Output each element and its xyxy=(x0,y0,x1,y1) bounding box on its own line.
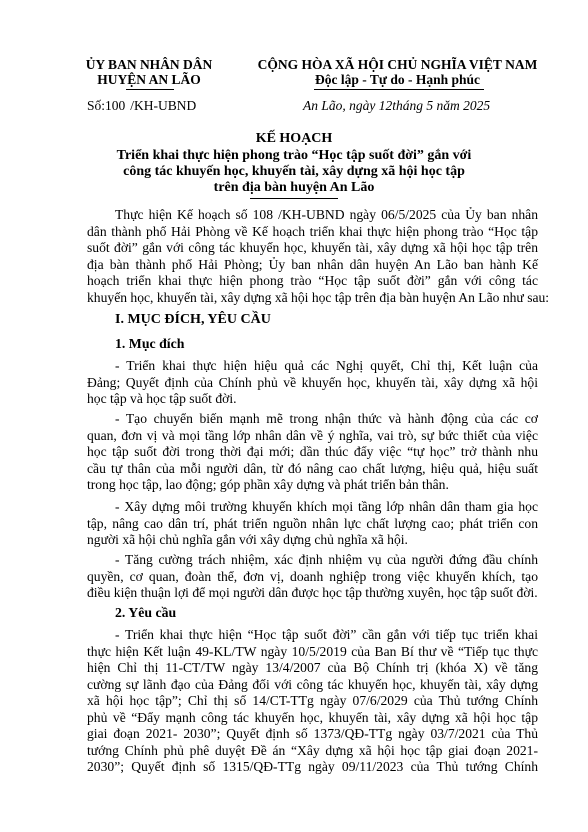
nation-motto: Độc lập - Tự do - Hạnh phúc xyxy=(314,72,481,87)
agency-district: HUYỆN AN LÃO xyxy=(97,72,201,87)
purpose-paragraph-2: - Tạo chuyển biến mạnh mẽ trong nhận thức và hành động của các cơ quan, đơn vị và mọi tầng lớp nhân dân về ý nghĩa, vai trò, sự bức thiết của việc học tập suốt đời trong thời đại mới; dần thúc đẩy việc “tự học” trở thành nhu cầu tự thân của mỗi người dân, từ đó nâng cao chất lượng, hiệu quả, hiệu suất trong học tập, lao động; góp phần xây dựng và phát triển bản thân. xyxy=(87,411,538,492)
intro-paragraph: Thực hiện Kế hoạch số 108 /KH-UBND ngày 06/5/2025 của Ủy ban nhân dân thành phố Hải Phòng về Kế hoạch triển khai thực hiện phong trào “Học tập suốt đời” gắn với công tác khuyến học, khuyến tài, xây dựng xã hội học tập trên địa bàn thành phố Hải Phòng; Ủy ban nhân dân huyện An Lão ban hành Kế hoạch triển khai thực hiện phong trào “Học tập suốt đời” gắn với công tác khuyến học, khuyến tài, xây dựng xã hội học tập trên địa bàn huyện An Lão như sau: xyxy=(87,207,550,305)
title-line-2: công tác khuyến học, khuyến tài, xây dựng xã hội học tập xyxy=(123,164,465,179)
purpose-paragraph-4: - Tăng cường trách nhiệm, xác định nhiệm vụ của người đứng đầu chính quyền, cơ quan, đoàn thể, đơn vị, doanh nghiệp trong việc khuyến khích, tạo điều kiện thuận lợi để mọi người dân được học tập thường xuyên, học tập suốt đời. xyxy=(87,552,538,600)
agency-name: ỦY BAN NHÂN DÂN xyxy=(85,57,213,72)
purpose-paragraph-3: - Xây dựng môi trường khuyến khích mọi tầng lớp nhân dân tham gia học tập, nâng cao dân trí, phát triển nguồn nhân lực chất lượng cao; phát triển con người xã hội chủ nghĩa gắn với xây dựng chủ nghĩa xã hội. xyxy=(87,499,538,547)
title-line-1: Triển khai thực hiện phong trào “Học tập suốt đời” gắn với xyxy=(116,148,472,163)
section-heading: I. MỤC ĐÍCH, YÊU CẦU xyxy=(115,312,271,327)
nation-name: CỘNG HÒA XÃ HỘI CHỦ NGHĨA VIỆT NAM xyxy=(257,57,538,72)
title-underline xyxy=(250,198,338,199)
subsection-purpose: 1. Mục đích xyxy=(115,336,185,351)
purpose-paragraph-1: - Triển khai thực hiện hiệu quả các Nghị quyết, Chỉ thị, Kết luận của Đảng; Quyết định của Chính phủ về khuyến học, khuyến tài, xây dựng xã hội học tập và học tập suốt đời. xyxy=(87,358,538,406)
subsection-requirements: 2. Yêu cầu xyxy=(115,605,177,620)
document-number: Số:100 /KH-UBND xyxy=(87,98,197,113)
document-type: KẾ HOẠCH xyxy=(255,131,333,146)
title-line-3: trên địa bàn huyện An Lão xyxy=(213,180,375,195)
document-date: An Lão, ngày 12tháng 5 năm 2025 xyxy=(303,98,491,113)
requirements-paragraph: - Triển khai thực hiện “Học tập suốt đời” cần gắn với tiếp tục triển khai thực hiện Kết luận 49-KL/TW ngày 10/5/2019 của Ban Bí thư về “Tiếp tục thực hiện Chỉ thị 11-CT/TW ngày 13/4/2007 của Bộ Chính trị (khóa X) về tăng cường sự lãnh đạo của Đảng đối với công tác khuyến học, khuyến tài, xây dựng xã hội học tập”; Chỉ thị số 14/CT-TTg ngày 07/6/2029 của Thủ tướng Chính phủ về “Đẩy mạnh công tác khuyến học, khuyến tài, xây dựng xã hội học tập giai đoạn 2021- 2030”; Quyết định số 1373/QĐ-TTg ngày 03/7/2021 của Thủ tướng Chính phủ phê duyệt Đề án “Xây dựng xã hội học tập giai đoạn 2021- 2030”; Quyết định số 1315/QĐ-TTg ngày 09/11/2023 của Thủ tướng Chính xyxy=(87,627,538,774)
motto-underline xyxy=(314,89,484,90)
agency-underline xyxy=(126,89,174,90)
